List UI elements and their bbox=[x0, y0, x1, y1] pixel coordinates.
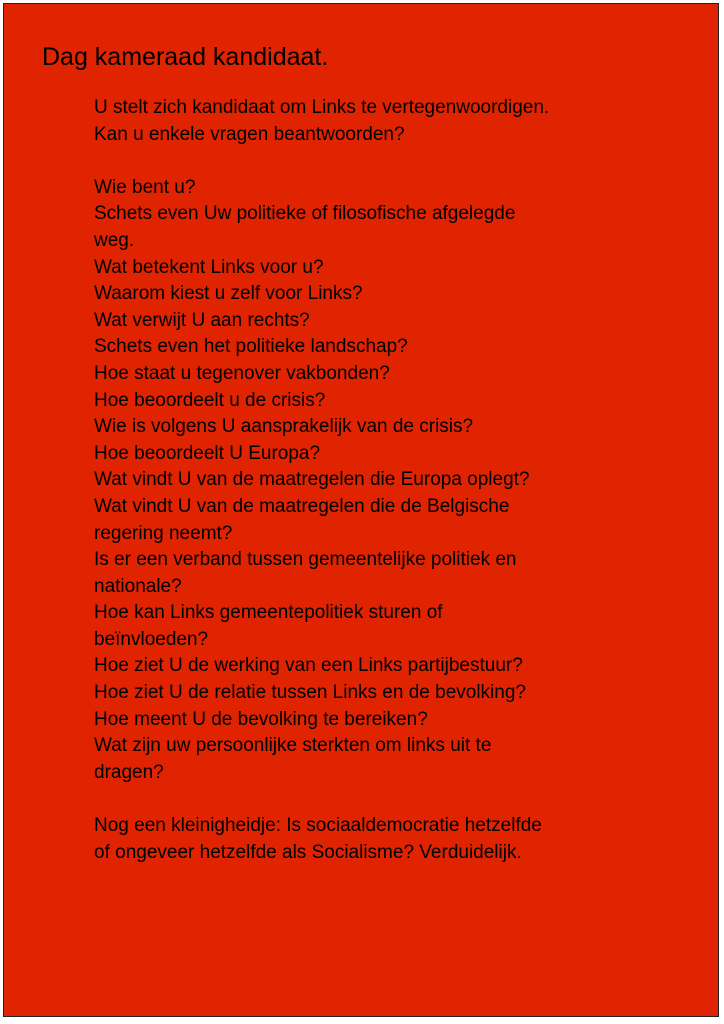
question-line: Hoe staat u tegenover vakbonden? bbox=[94, 362, 390, 384]
question-line: Hoe ziet U de relatie tussen Links en de bevolking? bbox=[94, 682, 526, 704]
question-line: Wat verwijt U aan rechts? bbox=[94, 309, 310, 331]
question-line: Wie bent u? bbox=[94, 176, 196, 198]
closing-line: of ongeveer hetzelfde als Socialisme? Verduidelijk. bbox=[94, 841, 522, 863]
question-line: Wat vindt U van de maatregelen die de Belgische bbox=[94, 495, 510, 517]
closing-line: Nog een kleinigheidje: Is sociaaldemocratie hetzelfde bbox=[94, 815, 542, 837]
paragraph-gap bbox=[94, 786, 634, 813]
question-line: Wat betekent Links voor u? bbox=[94, 256, 324, 278]
document-body bbox=[94, 95, 634, 866]
question-line: Is er een verband tussen gemeentelijke politiek en bbox=[94, 549, 517, 571]
question-line: Hoe ziet U de werking van een Links partijbestuur? bbox=[94, 655, 523, 677]
question-line: nationale? bbox=[94, 575, 182, 597]
question-line: beïnvloeden? bbox=[94, 628, 209, 650]
question-line: regering neemt? bbox=[94, 522, 233, 544]
intro-line: Kan u enkele vragen beantwoorden? bbox=[94, 123, 405, 145]
question-line: Schets even Uw politieke of filosofische afgelegde bbox=[94, 203, 516, 225]
question-line: Hoe beoordeelt U Europa? bbox=[94, 442, 321, 464]
question-line: Wie is volgens U aansprakelijk van de crisis? bbox=[94, 416, 474, 438]
question-line: Waarom kiest u zelf voor Links? bbox=[94, 283, 363, 305]
question-line: weg. bbox=[94, 229, 135, 251]
question-line: dragen? bbox=[94, 761, 164, 783]
question-line: Hoe kan Links gemeentepolitiek sturen of bbox=[94, 602, 443, 624]
question-line: Schets even het politieke landschap? bbox=[94, 336, 408, 358]
page-title: Dag kameraad kandidaat. bbox=[42, 43, 329, 71]
question-line: Hoe beoordeelt u de crisis? bbox=[94, 389, 326, 411]
paragraph-gap bbox=[94, 148, 634, 175]
question-line: Wat vindt U van de maatregelen die Europa oplegt? bbox=[94, 469, 530, 491]
document-page bbox=[3, 3, 719, 1017]
question-line: Wat zijn uw persoonlijke sterkten om links uit te bbox=[94, 735, 492, 757]
intro-line: U stelt zich kandidaat om Links te vertegenwoordigen. bbox=[94, 97, 550, 118]
question-line: Hoe meent U de bevolking te bereiken? bbox=[94, 708, 428, 730]
